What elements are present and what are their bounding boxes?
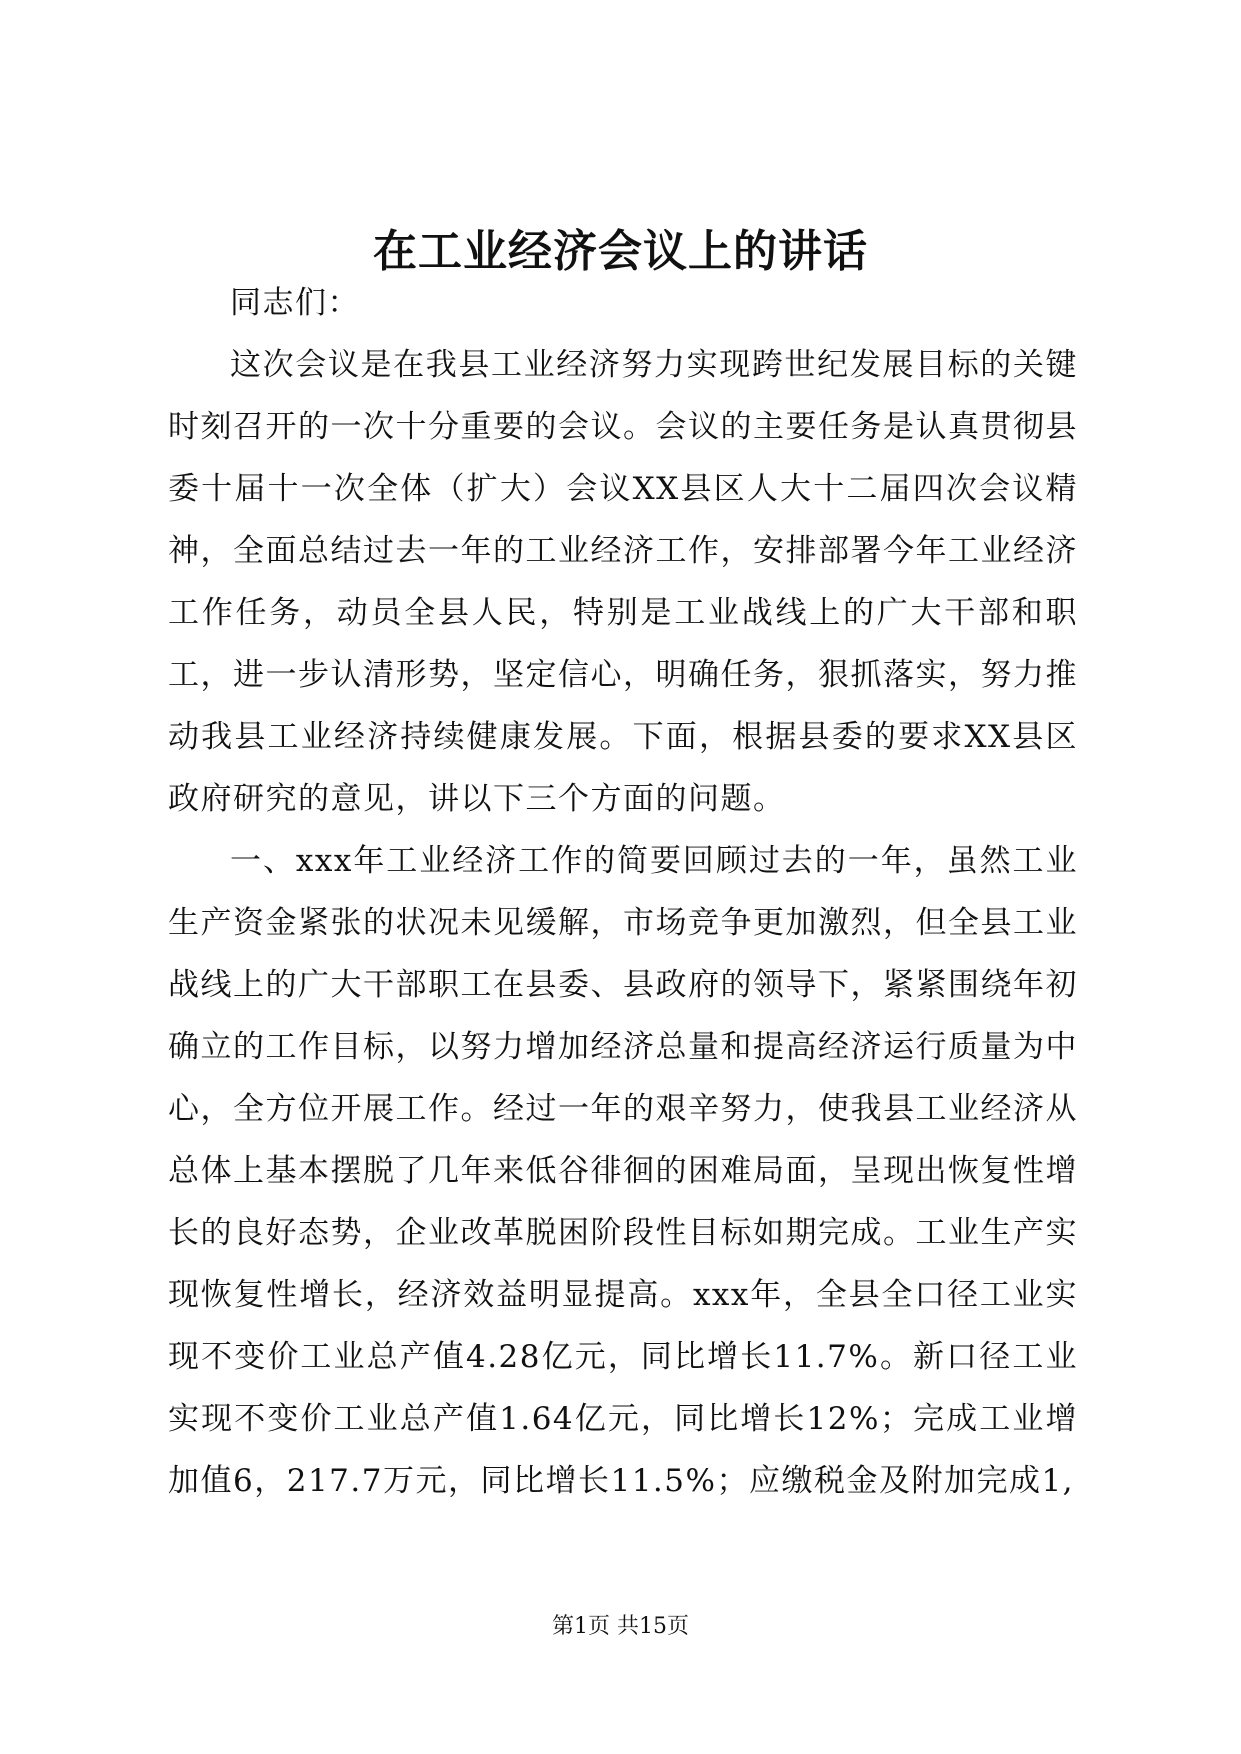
salutation-paragraph: 同志们： xyxy=(230,285,360,321)
body-paragraph-review: 一、xxx年工业经济工作的简要回顾过去的一年，虽然工业生产资金紧张的状况未见缓解，市场竞争更加激烈，但全县工业战线上的广大干部职工在县委、县政府的领导下，紧紧围绕年初确立的工作目标，以努力增加经济总量和提高经济运行质量为中心，全方位开展工作。经过一年的艰辛努力，使我县工业经济从总体上基本摆脱了几年来低谷徘徊的困难局面，呈现出恢复性增长的良好态势，企业改革脱困阶段性目标如期完成。工业生产实现恢复性增长，经济效益明显提高。xxx年，全县全口径工业实现不变价工业总产值4.28亿元，同比增长11.7%。新口径工业实现不变价工业总产值1.64亿元，同比增长12%；完成工业增加值6，217.7万元，同比增长11.5%；应缴税金及附加完成1, xyxy=(168,843,1078,1499)
body-paragraph-intro: 这次会议是在我县工业经济努力实现跨世纪发展目标的关键时刻召开的一次十分重要的会议。会议的主要任务是认真贯彻县委十届十一次全体（扩大）会议XX县区人大十二届四次会议精神，全面总结过去一年的工业经济工作，安排部署今年工业经济工作任务，动员全县人民，特别是工业战线上的广大干部和职工，进一步认清形势，坚定信心，明确任务，狠抓落实，努力推动我县工业经济持续健康发展。下面，根据县委的要求XX县区政府研究的意见，讲以下三个方面的问题。 xyxy=(168,347,1078,817)
document-title: 在工业经济会议上的讲话 xyxy=(373,226,868,277)
document-body xyxy=(168,272,1078,1512)
page-footer: 第1页 共15页 xyxy=(552,1614,689,1639)
